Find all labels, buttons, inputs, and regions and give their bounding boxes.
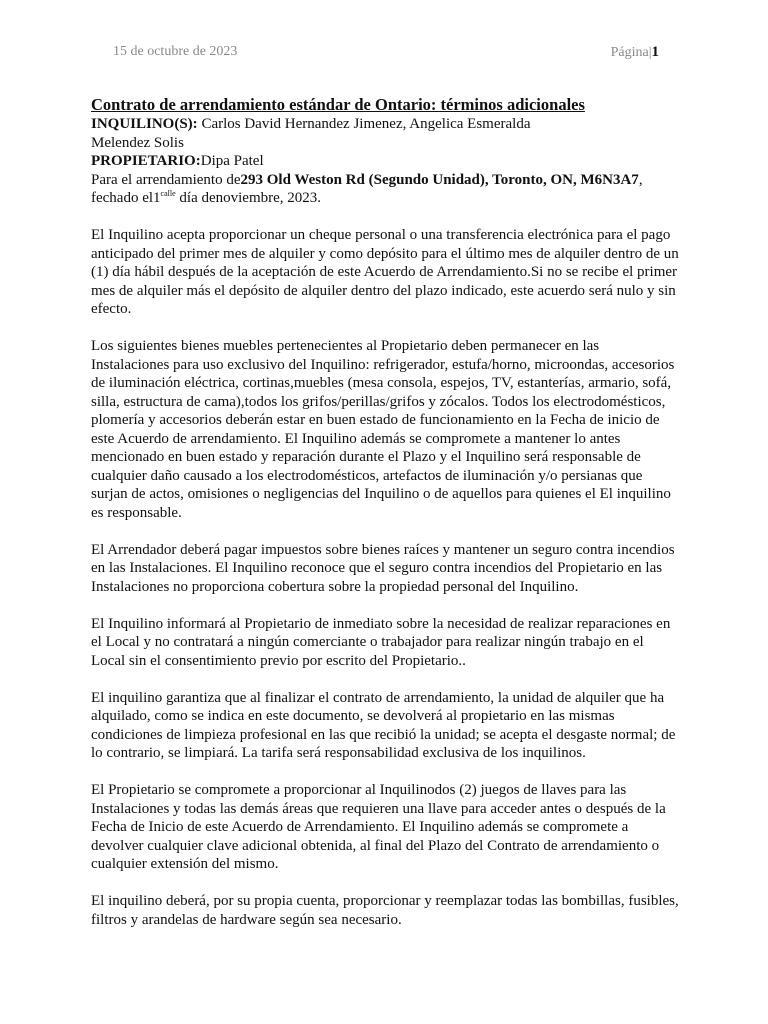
lease-prefix: Para el arrendamiento de — [91, 171, 241, 188]
tenant-line — [91, 115, 679, 134]
page-header — [113, 44, 659, 61]
dated-superscript: calle — [160, 189, 176, 198]
paragraph-payment: El Inquilino acepta proporcionar un cheque personal o una transferencia electrónica para el pago anticipado del primer mes de alquiler y como depósito para el último mes de alquiler dentro de un (1) día hábil después de la aceptación de este Acuerdo de Arrendamiento.Si no se recibe el primer mes de alquiler más el depósito de alquiler dentro del plazo indicado, este acuerdo será nulo y sin efecto. — [91, 227, 679, 317]
document-title: Contrato de arrendamiento estándar de Ontario: términos adicionales — [91, 95, 585, 114]
paragraph-keys: El Propietario se compromete a proporcionar al Inquilinodos (2) juegos de llaves para las Instalaciones y todas las demás áreas que requieren una llave para acceder antes o después de la Fecha de Inicio de este Acuerdo de Arrendamiento. El Inquilino además se compromete a devolver cualquier clave adicional obtenida, al final del Plazo del Contrato de arrendamiento o cualquier extensión del mismo. — [91, 782, 666, 872]
landlord-name: Dipa Patel — [200, 153, 264, 169]
dated-prefix: fechado el1 — [91, 190, 161, 206]
tenant-label: INQUILINO(S): — [91, 116, 198, 132]
dated-line — [91, 189, 679, 208]
page-number — [611, 44, 659, 61]
page-label: Página| — [610, 45, 652, 60]
document-body — [91, 95, 679, 929]
paragraph-bulbs: El inquilino deberá, por su propia cuenta, proporcionar y reemplazar todas las bombillas, fusibles, filtros y arandelas de hardware según sea necesario. — [91, 893, 679, 928]
lease-suffix: , — [638, 171, 643, 188]
header-date: 15 de octubre de 2023 — [113, 44, 238, 59]
page-number-value: 1 — [651, 44, 659, 60]
landlord-line — [91, 152, 679, 171]
tenant-names: Carlos David Hernandez Jimenez, Angelica Esmeralda — [197, 116, 531, 132]
lease-address-line — [91, 171, 679, 190]
landlord-label: PROPIETARIO: — [91, 153, 201, 169]
paragraph-insurance: El Arrendador deberá pagar impuestos sobre bienes raíces y mantener un seguro contra incendios en las Instalaciones. El Inquilino reconoce que el seguro contra incendios del Propietario en las Instalaciones no proporciona cobertura sobre la propiedad personal del Inquilino. — [91, 541, 675, 595]
dated-suffix: día denoviembre, 2023. — [175, 190, 322, 206]
paragraph-chattels: Los siguientes bienes muebles pertenecientes al Propietario deben permanecer en las Instalaciones para uso exclusivo del Inquilino: refrigerador, estufa/horno, microondas, accesorios de iluminación eléctrica, cortinas,muebles (mesa consola, espejos, TV, estanterías, armario, sofá, silla, estructura de cama),todos los grifos/perillas/grifos y zócalos. Todos los electrodomésticos, plomería y accesorios deberán estar en buen estado de funcionamiento en la Fecha de inicio de este Acuerdo de arrendamiento. El Inquilino además se compromete a mantener lo antes mencionado en buen estado y reparación durante el Plazo y el Inquilino será responsable de cualquier daño causado a los electrodomésticos, artefactos de iluminación y/o persianas que surjan de actos, omisiones o negligencias del Inquilino o de aquellos para quienes el El inquilino es responsable. — [91, 338, 675, 521]
property-address: 293 Old Weston Rd (Segundo Unidad), Toronto, ON, M6N3A7 — [240, 171, 639, 188]
paragraph-cleaning: El inquilino garantiza que al finalizar el contrato de arrendamiento, la unidad de alquiler que ha alquilado, como se indica en este documento, se devolverá al propietario en las mismas condiciones de limpieza profesional en las que recibió la unidad; se acepta el desgaste normal; de lo contrario, se limpiará. La tarifa será responsabilidad exclusiva de los inquilinos. — [91, 689, 676, 761]
tenant-names-continued: Melendez Solis — [91, 134, 184, 151]
paragraph-repairs: El Inquilino informará al Propietario de inmediato sobre la necesidad de realizar reparaciones en el Local y no contratará a ningún comerciante o trabajador para realizar ningún trabajo en el Local sin el consentimiento previo por escrito del Propietario.. — [91, 615, 671, 669]
